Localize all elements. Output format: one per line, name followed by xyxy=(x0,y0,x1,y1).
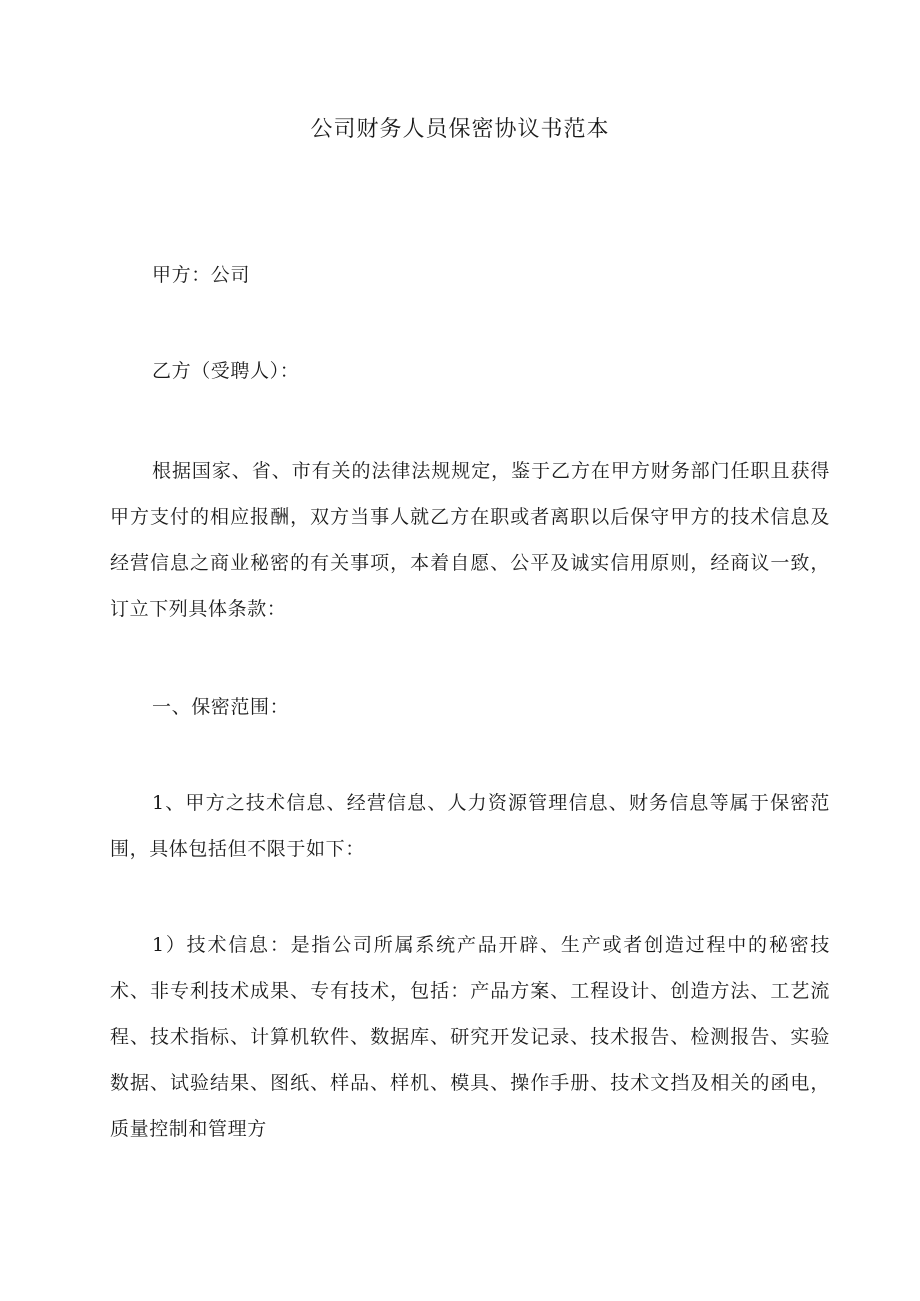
clause-1-1-paragraph: 1）技术信息：是指公司所属系统产品开辟、生产或者创造过程中的秘密技术、非专利技术成果、专有技术，包括：产品方案、工程设计、创造方法、工艺流程、技术指标、计算机软件、数据库、研究开发记录、技术报告、检测报告、实验数据、试验结果、图纸、样品、样机、模具、操作手册、技术文挡及相关的函电，质量控制和管理方 xyxy=(110,934,830,1140)
section-1-heading: 一、保密范围： xyxy=(152,696,290,718)
intro-paragraph: 根据国家、省、市有关的法律法规规定，鉴于乙方在甲方财务部门任职且获得甲方支付的相应报酬，双方当事人就乙方在职或者离职以后保守甲方的技术信息及经营信息之商业秘密的有关事项，本着自愿、公平及诚实信用原则，经商议一致，订立下列具体条款： xyxy=(110,460,830,620)
clause-1-paragraph: 1、甲方之技术信息、经营信息、人力资源管理信息、财务信息等属于保密范围，具体包括但不限于如下： xyxy=(110,792,830,860)
party-a-line: 甲方：公司 xyxy=(152,264,251,286)
document-title: 公司财务人员保密协议书范本 xyxy=(310,117,610,142)
party-b-line: 乙方（受聘人）： xyxy=(152,360,300,382)
